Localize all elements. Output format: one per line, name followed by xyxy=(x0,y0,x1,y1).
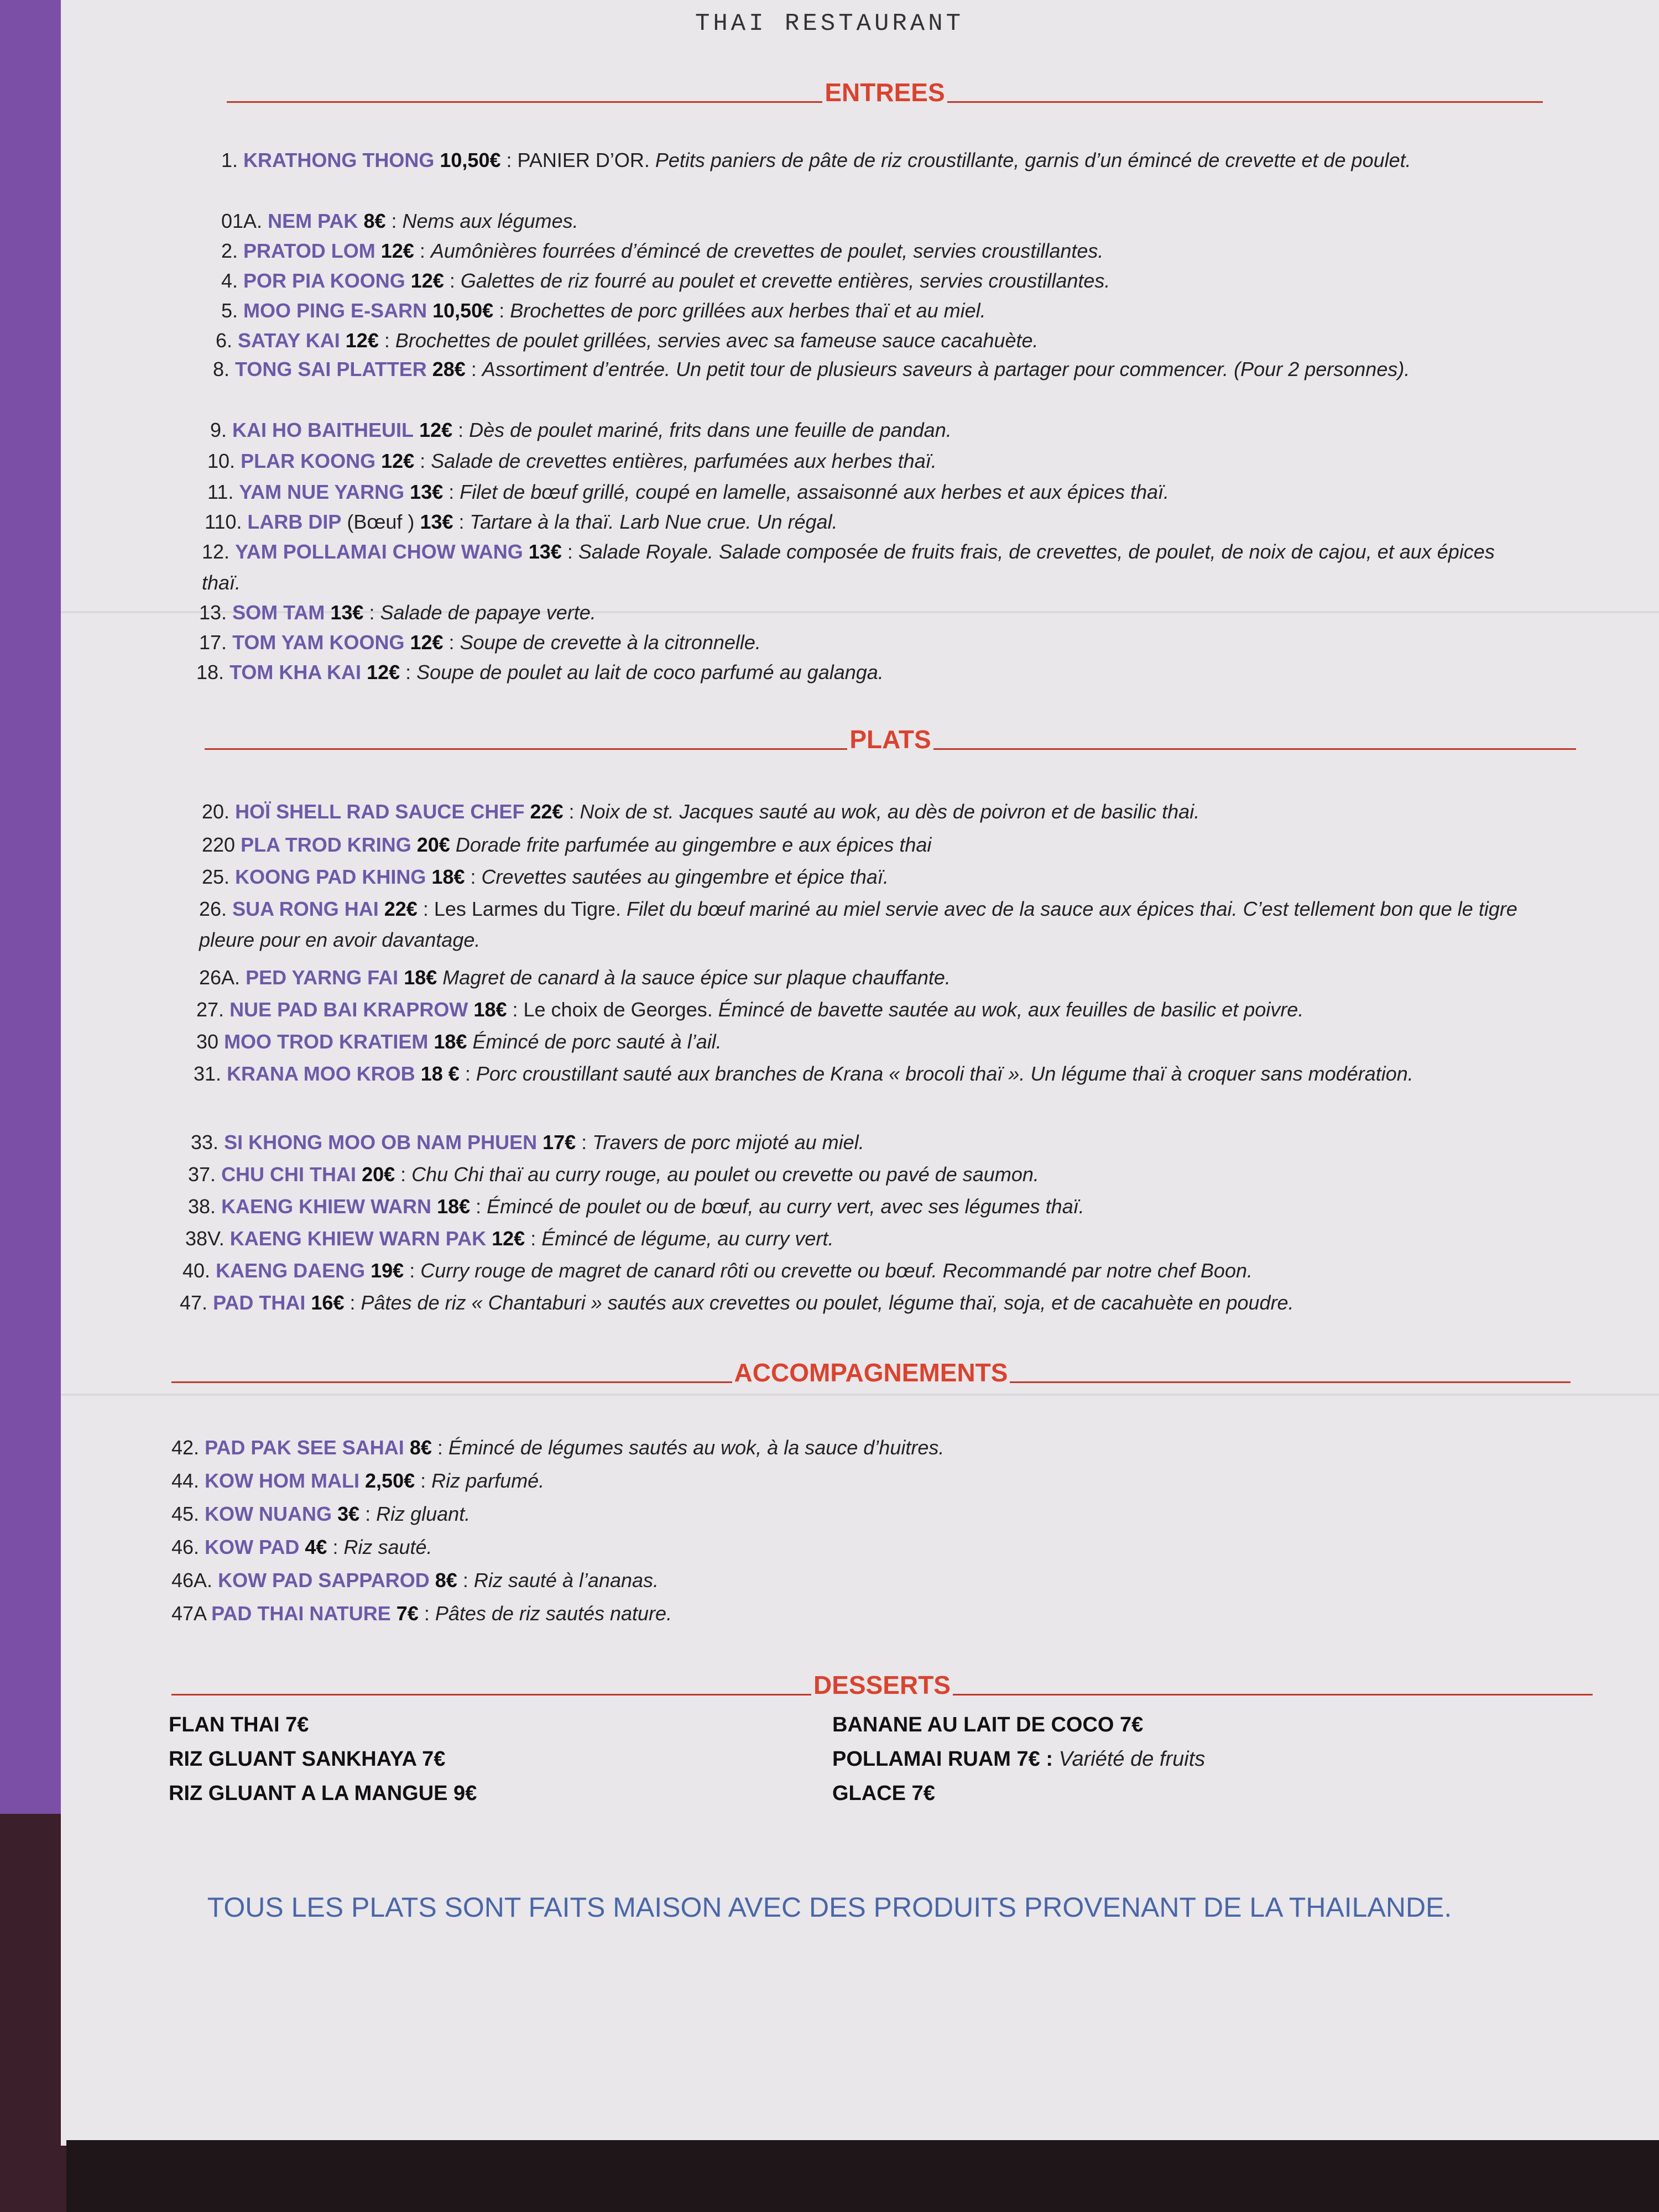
item-name: MOO TROD KRATIEM xyxy=(224,1030,429,1053)
item-separator: : xyxy=(470,1195,487,1218)
dessert-item xyxy=(832,1708,1143,1742)
item-price: 12€ xyxy=(380,239,414,262)
item-description: Soupe de poulet au lait de coco parfumé au galanga. xyxy=(416,661,884,684)
item-price: 8€ xyxy=(363,210,386,232)
item-separator: : xyxy=(400,661,417,684)
section-title: DESSERTS xyxy=(813,1671,951,1699)
item-price: 12€ xyxy=(367,661,400,684)
menu-item xyxy=(171,1532,1576,1563)
item-description: Filet du bœuf mariné au miel servie avec de la sauce aux épices thai. C’est tellement bon que le tigre pleure pour en avoir davantage. xyxy=(199,898,1517,951)
item-separator xyxy=(450,833,456,856)
item-number: 26. xyxy=(199,898,227,920)
item-number: 5. xyxy=(221,299,238,322)
item-number: 17. xyxy=(199,631,227,654)
item-name: PED YARNG FAI xyxy=(246,966,399,989)
item-name: KOW PAD SAPPAROD xyxy=(218,1569,430,1592)
item-number: 46A. xyxy=(171,1569,213,1592)
item-name: PAD THAI xyxy=(213,1291,306,1314)
item-description: Travers de porc mijoté au miel. xyxy=(592,1131,864,1154)
item-separator: : xyxy=(576,1131,593,1154)
item-number: 38. xyxy=(188,1195,216,1218)
item-description: Filet de bœuf grillé, coupé en lamelle, assaisonné aux herbes et aux épices thaï. xyxy=(460,481,1169,503)
item-name: SI KHONG MOO OB NAM PHUEN xyxy=(224,1131,538,1154)
item-description: Porc croustillant sauté aux branches de Krana « brocoli thaï ». Un légume thaï à croquer sans modération. xyxy=(476,1062,1413,1085)
item-number: 47A xyxy=(171,1602,206,1625)
item-separator: : xyxy=(459,1062,476,1085)
item-price: 13€ xyxy=(410,481,444,503)
menu-item xyxy=(202,536,1532,598)
item-price: 18€ xyxy=(431,865,465,888)
item-name: TOM YAM KOONG xyxy=(232,631,405,654)
item-separator: : xyxy=(525,1227,542,1250)
menu-item xyxy=(213,354,1532,385)
item-number: 2. xyxy=(221,239,238,262)
item-description: Assortiment d’entrée. Un petit tour de plusieurs saveurs à partager pour commencer. (Pour 2 personnes). xyxy=(482,358,1410,380)
item-description: Salade Royale. Salade composée de fruits frais, de crevettes, de poulet, de noix de cajou, et aux épices thaï. xyxy=(202,540,1495,594)
item-number: 12. xyxy=(202,540,230,563)
item-name: NUE PAD BAI KRAPROW xyxy=(229,998,468,1021)
item-price: 16€ xyxy=(311,1291,345,1314)
item-description: Émincé de bavette sautée au wok, aux feuilles de basilic et poivre. xyxy=(718,998,1304,1021)
item-number: 37. xyxy=(188,1163,216,1186)
item-separator: : xyxy=(431,1436,448,1459)
menu-item xyxy=(221,206,1532,237)
menu-item xyxy=(216,325,1532,356)
item-number: 13. xyxy=(199,601,227,624)
item-name: KAENG DAENG xyxy=(216,1259,366,1282)
item-separator: : xyxy=(385,210,403,232)
item-number: 45. xyxy=(171,1503,200,1525)
item-number: 30 xyxy=(196,1030,219,1053)
item-description: Chu Chi thaï au curry rouge, au poulet ou crevette ou pavé de saumon. xyxy=(411,1163,1039,1186)
item-description: Salade de crevettes entières, parfumées aux herbes thaï. xyxy=(431,450,937,472)
item-name: PAD THAI NATURE xyxy=(211,1602,391,1625)
menu-item xyxy=(202,862,1571,893)
item-name: KOW PAD xyxy=(205,1536,300,1558)
item-number: 9. xyxy=(210,419,227,441)
item-description: Salade de papaye verte. xyxy=(380,601,596,624)
item-description: Riz gluant. xyxy=(376,1503,471,1525)
item-name: CHU CHI THAI xyxy=(221,1163,357,1186)
dessert-name: GLACE 7€ xyxy=(832,1782,935,1805)
item-separator: : xyxy=(359,1503,377,1525)
item-number: 27. xyxy=(196,998,225,1021)
item-price: 19€ xyxy=(371,1259,404,1282)
item-price: 20€ xyxy=(416,833,450,856)
item-name: PAD PAK SEE SAHAI xyxy=(205,1436,404,1459)
menu-item xyxy=(171,1598,1576,1629)
item-name: HOÏ SHELL RAD SAUCE CHEF xyxy=(235,800,525,823)
item-name: PLA TROD KRING xyxy=(241,833,411,856)
item-number: 110. xyxy=(205,510,242,533)
item-name: KOW HOM MALI xyxy=(205,1469,360,1492)
menu-item xyxy=(207,477,1532,508)
menu-item xyxy=(202,796,1571,827)
dessert-name: BANANE AU LAIT DE COCO 7€ xyxy=(832,1713,1144,1736)
menu-item xyxy=(191,1127,1571,1158)
item-description: Crevettes sautées au gingembre et épice thaï. xyxy=(481,865,889,888)
item-number: 31. xyxy=(194,1062,222,1085)
dessert-item: RIZ GLUANT SANKHAYA 7€ xyxy=(169,1747,446,1771)
item-description: Petits paniers de pâte de riz croustillante, garnis d’un émincé de crevette et de poulet. xyxy=(655,149,1411,171)
item-separator: : xyxy=(465,865,482,888)
item-number: 11. xyxy=(207,481,234,503)
item-price: 22€ xyxy=(384,898,418,920)
section-plats xyxy=(205,724,1576,754)
item-number: 40. xyxy=(182,1259,211,1282)
menu-item xyxy=(188,1159,1571,1190)
item-description: Pâtes de riz sautés nature. xyxy=(435,1602,672,1625)
item-name: SUA RONG HAI xyxy=(232,898,379,920)
menu-item xyxy=(171,1432,1576,1463)
item-price: 12€ xyxy=(345,329,379,352)
item-description: Pâtes de riz « Chantaburi » sautés aux crevettes ou poulet, légume thaï, soja, et de cacahuète en poudre. xyxy=(361,1291,1294,1314)
item-separator: : PANIER D’OR. xyxy=(500,149,655,171)
item-separator: : xyxy=(443,631,460,654)
item-price: 2,50€ xyxy=(365,1469,415,1492)
item-separator xyxy=(467,1030,472,1053)
page-title: THAI RESTAURANT xyxy=(695,10,964,38)
item-name: YAM NUE YARNG xyxy=(239,481,405,503)
item-price: 28€ xyxy=(432,358,466,380)
item-price: 4€ xyxy=(305,1536,327,1558)
item-separator: : Les Larmes du Tigre. xyxy=(417,898,627,920)
item-price: 8€ xyxy=(409,1436,432,1459)
item-price: 7€ xyxy=(396,1602,419,1625)
item-separator: : xyxy=(414,450,431,472)
dessert-item: FLAN THAI 7€ xyxy=(169,1713,309,1736)
item-price: 12€ xyxy=(492,1227,525,1250)
menu-item xyxy=(199,962,1571,993)
menu-item xyxy=(199,597,1532,628)
item-separator: : xyxy=(563,800,580,823)
menu-item xyxy=(199,894,1571,956)
item-price: 13€ xyxy=(420,510,453,533)
item-name: TOM KHA KAI xyxy=(229,661,362,684)
item-number: 33. xyxy=(191,1131,219,1154)
item-separator: : xyxy=(493,299,510,322)
footer-note: TOUS LES PLATS SONT FAITS MAISON AVEC DES PRODUITS PROVENANT DE LA THAILANDE. xyxy=(207,1892,1452,1923)
menu-item xyxy=(221,295,1532,326)
item-description: Brochettes de poulet grillées, servies avec sa fameuse sauce cacahuète. xyxy=(395,329,1039,352)
item-separator: : xyxy=(378,329,395,352)
item-separator: : Le choix de Georges. xyxy=(507,998,718,1021)
item-description: Magret de canard à la sauce épice sur plaque chauffante. xyxy=(442,966,951,989)
menu-item xyxy=(221,265,1532,296)
item-description: Émincé de porc sauté à l’ail. xyxy=(472,1030,722,1053)
item-number: 220 xyxy=(202,833,236,856)
item-price: 13€ xyxy=(330,601,364,624)
menu-item xyxy=(196,994,1571,1025)
item-name: KRATHONG THONG xyxy=(243,149,435,171)
menu-item xyxy=(196,1026,1571,1057)
item-description: Nems aux légumes. xyxy=(402,210,578,232)
item-number: 01A. xyxy=(221,210,263,232)
section-desserts xyxy=(171,1670,1593,1700)
item-price: 3€ xyxy=(337,1503,360,1525)
item-number: 25. xyxy=(202,865,230,888)
item-price: 22€ xyxy=(530,800,564,823)
item-name: PLAR KOONG xyxy=(241,450,376,472)
item-name: SATAY KAI xyxy=(238,329,340,352)
item-name: NEM PAK xyxy=(268,210,358,232)
menu-item xyxy=(171,1565,1576,1596)
item-name: KAENG KHIEW WARN PAK xyxy=(229,1227,487,1250)
item-separator: : xyxy=(327,1536,344,1558)
section-title: PLATS xyxy=(849,725,931,754)
item-price: 12€ xyxy=(410,269,444,292)
item-price: 10,50€ xyxy=(432,299,494,322)
menu-item xyxy=(196,657,1532,688)
item-name: PRATOD LOM xyxy=(243,239,375,262)
item-price: 12€ xyxy=(381,450,415,472)
item-price: 13€ xyxy=(528,540,562,563)
item-price: 10,50€ xyxy=(440,149,501,171)
paper-fold xyxy=(61,1394,1659,1396)
section-title: ACCOMPAGNEMENTS xyxy=(734,1358,1008,1387)
dessert-name: POLLAMAI RUAM 7€ : xyxy=(832,1747,1059,1771)
item-description: Riz parfumé. xyxy=(431,1469,545,1492)
item-name: KAENG KHIEW WARN xyxy=(221,1195,432,1218)
item-number: 20. xyxy=(202,800,230,823)
item-description: Curry rouge de magret de canard rôti ou crevette ou bœuf. Recommandé par notre chef Boon. xyxy=(420,1259,1253,1282)
item-separator: : xyxy=(444,269,461,292)
item-description: Émincé de légume, au curry vert. xyxy=(541,1227,834,1250)
item-description: Riz sauté. xyxy=(343,1536,432,1558)
item-name: KAI HO BAITHEUIL xyxy=(232,419,414,441)
item-description: Soupe de crevette à la citronnelle. xyxy=(460,631,761,654)
item-number: 42. xyxy=(171,1436,200,1459)
item-separator: : xyxy=(415,1469,432,1492)
item-separator: : xyxy=(418,1602,435,1625)
item-separator: : xyxy=(561,540,578,563)
item-separator: : xyxy=(414,239,431,262)
item-number: 38V. xyxy=(185,1227,225,1250)
item-description: Émincé de légumes sautés au wok, à la sauce d’huitres. xyxy=(448,1436,945,1459)
item-separator: : xyxy=(344,1291,361,1314)
menu-item xyxy=(207,446,1532,477)
item-separator: : xyxy=(404,1259,421,1282)
item-number: 26A. xyxy=(199,966,241,989)
item-number: 46. xyxy=(171,1536,200,1558)
menu-item xyxy=(199,627,1532,658)
item-separator: : xyxy=(452,419,469,441)
item-name: KOW NUANG xyxy=(205,1503,332,1525)
item-price: 18€ xyxy=(437,1195,471,1218)
menu-item xyxy=(188,1191,1571,1222)
dessert-desc: Variété de fruits xyxy=(1058,1747,1206,1771)
item-name: POR PIA KOONG xyxy=(243,269,405,292)
item-description: Dès de poulet mariné, frits dans une feuille de pandan. xyxy=(469,419,952,441)
menu-item xyxy=(210,415,1532,446)
item-separator: : xyxy=(453,510,470,533)
item-description: Noix de st. Jacques sauté au wok, au dès de poivron et de basilic thai. xyxy=(580,800,1200,823)
item-name: LARB DIP xyxy=(247,510,342,533)
item-description: Dorade frite parfumée au gingembre e aux épices thai xyxy=(455,833,932,856)
item-price: 12€ xyxy=(410,631,444,654)
menu-item xyxy=(221,236,1532,267)
item-price: 20€ xyxy=(362,1163,395,1186)
item-separator xyxy=(437,966,442,989)
menu-item xyxy=(171,1465,1576,1496)
item-name: SOM TAM xyxy=(232,601,325,624)
menu-item xyxy=(202,830,1571,860)
item-number: 1. xyxy=(221,149,238,171)
menu-item xyxy=(205,507,1532,538)
menu-item xyxy=(185,1223,1571,1254)
dessert-item: RIZ GLUANT A LA MANGUE 9€ xyxy=(169,1782,477,1805)
item-note: (Bœuf ) xyxy=(341,510,415,533)
section-accompagnements xyxy=(171,1358,1571,1387)
menu-item xyxy=(182,1255,1571,1286)
item-description: Émincé de poulet ou de bœuf, au curry vert, avec ses légumes thaï. xyxy=(487,1195,1084,1218)
item-price: 17€ xyxy=(542,1131,576,1154)
item-price: 18 € xyxy=(420,1062,460,1085)
item-name: YAM POLLAMAI CHOW WANG xyxy=(235,540,523,563)
section-entrees xyxy=(227,77,1543,107)
item-separator: : xyxy=(395,1163,412,1186)
item-price: 8€ xyxy=(435,1569,457,1592)
item-number: 10. xyxy=(207,450,236,472)
item-number: 6. xyxy=(216,329,233,352)
item-number: 47. xyxy=(180,1291,208,1314)
item-separator: : xyxy=(363,601,380,624)
menu-item xyxy=(194,1058,1571,1089)
item-description: Riz sauté à l’ananas. xyxy=(473,1569,659,1592)
item-number: 4. xyxy=(221,269,238,292)
item-name: MOO PING E-SARN xyxy=(243,299,427,322)
section-title: ENTREES xyxy=(825,78,945,107)
item-description: Galettes de riz fourré au poulet et crevette entières, servies croustillantes. xyxy=(460,269,1110,292)
item-price: 18€ xyxy=(434,1030,467,1053)
paper-shadow xyxy=(66,2140,1659,2212)
menu-item xyxy=(171,1499,1576,1530)
dessert-item xyxy=(832,1776,935,1811)
item-separator: : xyxy=(465,358,482,380)
item-price: 18€ xyxy=(473,998,507,1021)
item-number: 18. xyxy=(196,661,225,684)
item-number: 8. xyxy=(213,358,230,380)
menu-item xyxy=(180,1287,1571,1318)
item-description: Tartare à la thaï. Larb Nue crue. Un régal. xyxy=(469,510,838,533)
item-separator: : xyxy=(457,1569,474,1592)
item-description: Aumônières fourrées d’émincé de crevettes de poulet, servies croustillantes. xyxy=(430,239,1104,262)
item-description: Brochettes de porc grillées aux herbes thaï et au miel. xyxy=(510,299,986,322)
menu-item xyxy=(221,145,1532,176)
item-price: 18€ xyxy=(404,966,437,989)
item-number: 44. xyxy=(171,1469,200,1492)
item-name: KOONG PAD KHING xyxy=(235,865,426,888)
item-name: TONG SAI PLATTER xyxy=(235,358,427,380)
dessert-item xyxy=(832,1742,1205,1776)
item-price: 12€ xyxy=(419,419,453,441)
item-separator: : xyxy=(443,481,460,503)
item-name: KRANA MOO KROB xyxy=(227,1062,415,1085)
